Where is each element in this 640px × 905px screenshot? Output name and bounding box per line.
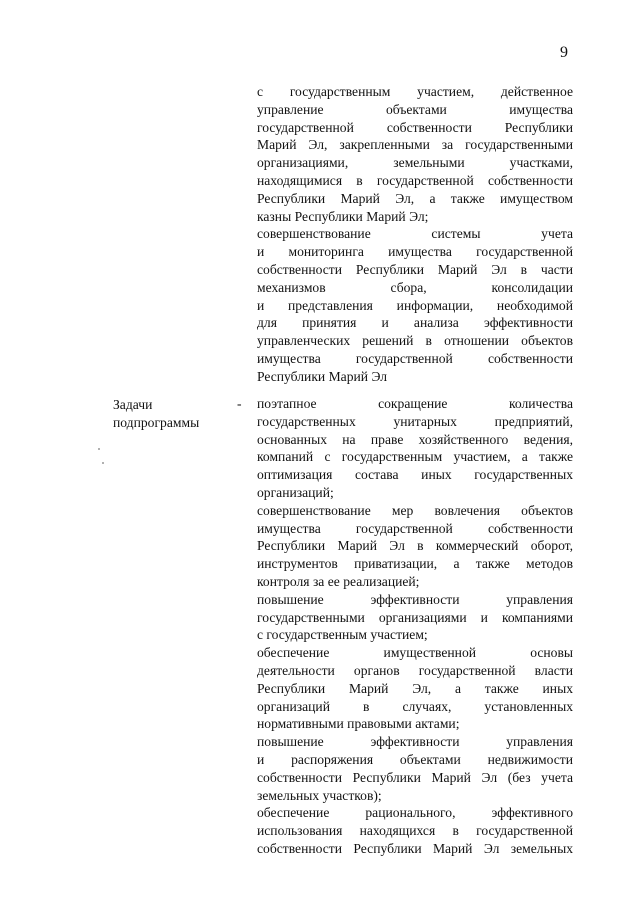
text-line: использования находящихся в государственной [257,823,573,839]
tasks-label [113,396,199,432]
tasks-text-block [257,395,573,858]
text-line: компаний с государственным участием, а также [257,449,573,465]
text-line: Республики Марий Эл, а также иных [257,680,573,696]
text-line: Республики Марий Эл в коммерческий оборот, [257,538,573,554]
text-line: обеспечение имущественной основы [257,645,573,661]
text-line: деятельности органов государственной власти [257,662,573,678]
text-line: казны Республики Марий Эл; [257,208,429,224]
text-line: управление объектами имущества [257,101,573,117]
text-line: имущества государственной собственности [257,350,573,366]
text-line: повышение эффективности управления [257,591,573,607]
text-line: государственными организациями и компаниями [257,609,573,625]
text-line: обеспечение рационального, эффективного [257,805,573,821]
text-line: повышение эффективности управления [257,734,573,750]
text-line: государственных унитарных предприятий, [257,413,573,429]
text-line: находящимися в государственной собственности [257,172,573,188]
scan-speck [98,448,100,450]
text-line: организаций; [257,484,334,500]
text-line: механизмов сбора, консолидации [257,279,573,295]
text-line: совершенствование системы учета [257,226,573,242]
tasks-label-line-1: Задачи [113,397,153,412]
text-line: государственной собственности Республики [257,119,573,135]
text-line: поэтапное сокращение количества [257,396,573,411]
text-line: Марий Эл, закрепленными за государственными [257,137,573,153]
text-line: инструментов приватизации, а также методов [257,556,573,572]
text-line: собственности Республики Марий Эл в части [257,261,573,277]
text-line: совершенствование мер вовлечения объектов [257,502,573,518]
label-dash: - [237,396,242,411]
text-line: Республики Марий Эл [257,368,388,384]
text-line: для принятия и анализа эффективности [257,315,573,331]
text-line: собственности Республики Марий Эл земельных [257,840,573,856]
page-number: 9 [560,44,568,61]
goals-text-block [257,83,573,386]
text-line: имущества государственной собственности [257,520,573,536]
text-line: основанных на праве хозяйственного ведения, [257,431,573,447]
text-line: оптимизация состава иных государственных [257,467,573,483]
tasks-label-line-2: подпрограммы [113,415,200,430]
text-line: земельных участков); [257,787,382,803]
text-line: организациями, земельными участками, [257,155,573,171]
text-line: Республики Марий Эл, а также имуществом [257,190,573,206]
text-line: управленческих решений в отношении объектов [257,333,573,349]
scan-speck [102,462,104,464]
text-line: и представления информации, необходимой [257,297,573,313]
text-line: собственности Республики Марий Эл (без учета [257,769,573,785]
text-line: и мониторинга имущества государственной [257,244,573,260]
text-line: и распоряжения объектами недвижимости [257,751,573,767]
text-line: нормативными правовыми актами; [257,716,460,732]
text-line: с государственным участием, действенное [257,84,573,99]
text-line: контроля за ее реализацией; [257,573,420,589]
text-line: организаций в случаях, установленных [257,698,573,714]
text-line: с государственным участием; [257,627,428,643]
